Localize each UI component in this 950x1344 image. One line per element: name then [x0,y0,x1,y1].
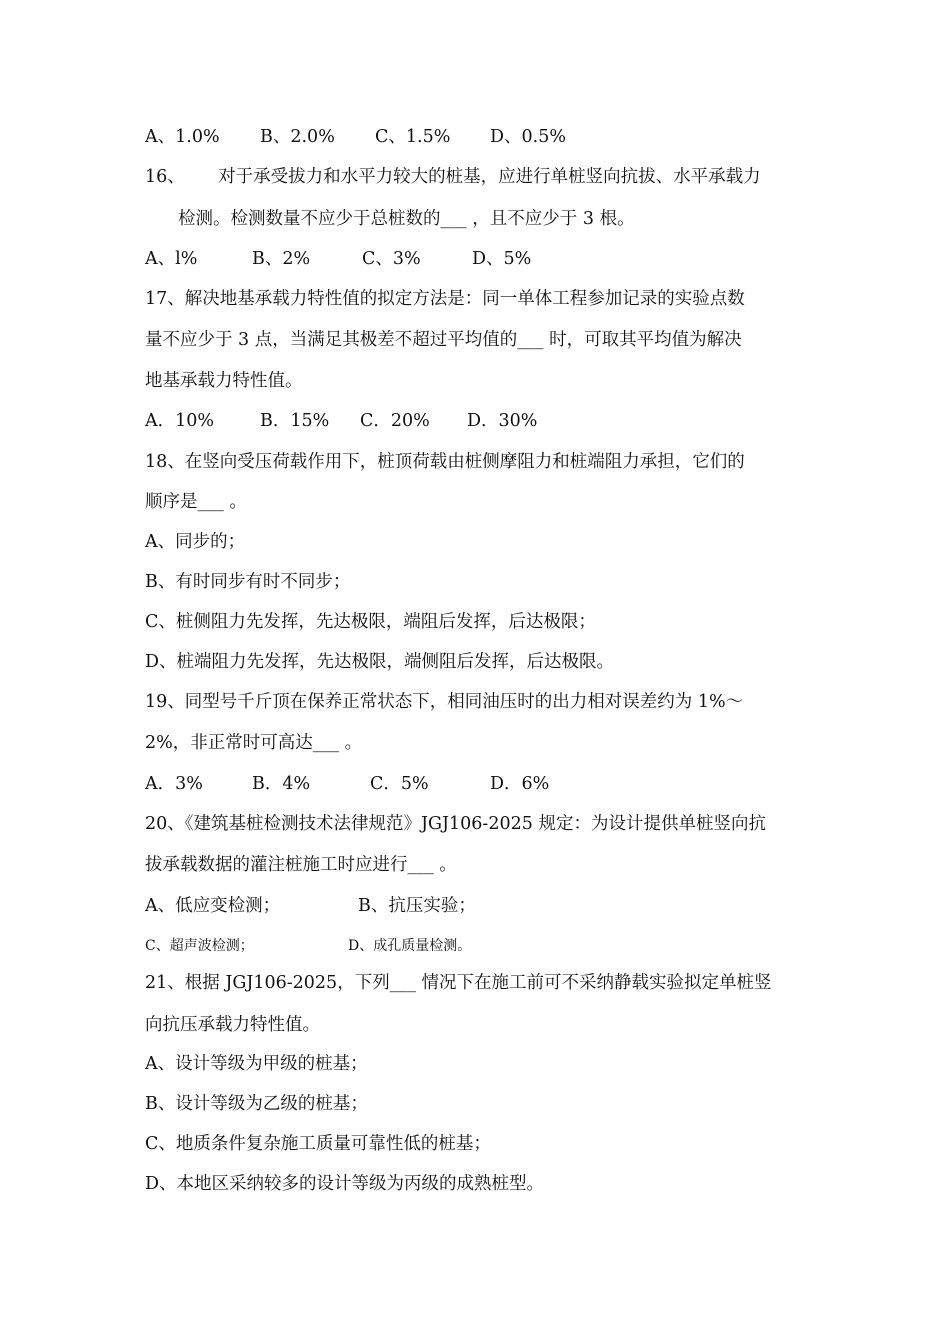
q16-option-a: A、l% [145,249,198,269]
q17-option-a: A．10% [145,411,215,431]
q16-option-d: D、5% [472,249,532,269]
q15-option-d: D、0.5% [490,127,566,147]
q18-option-c: C、桩侧阻力先发挥，先达极限，端阻后发挥，后达极限； [145,612,596,632]
q15-option-a: A、1.0% [145,127,220,147]
q19-option-d: D．6% [490,774,550,794]
q18-option-d: D、桩端阻力先发挥，先达极限，端侧阻后发挥，后达极限。 [145,652,615,672]
q20-stem-line1: 20、《建筑基桩检测技术法律规范》JGJ106-2025 规定：为设计提供单桩竖向抗 [145,814,766,834]
q16-option-b: B、2% [252,249,311,269]
q20-option-c: C、超声波检测； [145,938,254,954]
q21-option-c: C、地质条件复杂施工质量可靠性低的桩基； [145,1134,491,1154]
q16-stem-line2: 检测。检测数量不应少于总桩数的___ ，且不应少于 3 根。 [178,209,635,229]
q18-stem-line2: 顺序是___ 。 [145,492,247,512]
q21-option-b: B、设计等级为乙级的桩基； [145,1094,368,1114]
q20-option-d: D、成孔质量检测。 [348,938,472,954]
q19-stem-line1: 19、同型号千斤顶在保养正常状态下，相同油压时的出力相对误差约为 1%～ [145,692,744,712]
q15-option-c: C、1.5% [375,127,451,147]
q19-stem-line2: 2%，非正常时可高达___ 。 [145,733,363,753]
q18-stem-line1: 18、在竖向受压荷载作用下，桩顶荷载由桩侧摩阻力和桩端阻力承担，它们的 [145,452,745,472]
q17-option-c: C．20% [360,411,430,431]
q17-stem-line1: 17、解决地基承载力特性值的拟定方法是：同一单体工程参加记录的实验点数 [145,289,745,309]
q19-option-a: A．3% [145,774,203,794]
q19-option-c: C．5% [370,774,429,794]
q16-option-c: C、3% [362,249,421,269]
q17-option-d: D．30% [467,411,538,431]
q16-stem-line1: 16、 对于承受拔力和水平力较大的桩基，应进行单桩竖向抗拔、水平承载力 [145,167,761,187]
q21-option-a: A、设计等级为甲级的桩基； [145,1054,368,1074]
q15-option-b: B、2.0% [260,127,335,147]
q17-option-b: B．15% [260,411,330,431]
q18-option-a: A、同步的； [145,532,246,552]
q17-stem-line3: 地基承载力特性值。 [145,371,303,391]
q18-option-b: B、有时同步有时不同步； [145,572,351,592]
q19-option-b: B．4% [252,774,311,794]
q21-stem-line1: 21、根据 JGJ106-2025，下列___ 情况下在施工前可不采纳静载实验拟定单桩竖 [145,973,772,993]
q20-option-a: A、低应变检测； [145,896,281,916]
q20-option-b: B、抗压实验； [358,896,476,916]
q20-stem-line2: 拔承载数据的灌注桩施工时应进行___ 。 [145,855,457,875]
q21-option-d: D、本地区采纳较多的设计等级为丙级的成熟桩型。 [145,1174,545,1194]
q17-stem-line2: 量不应少于 3 点，当满足其极差不超过平均值的___ 时，可取其平均值为解决 [145,330,742,350]
q21-stem-line2: 向抗压承载力特性值。 [145,1015,320,1035]
